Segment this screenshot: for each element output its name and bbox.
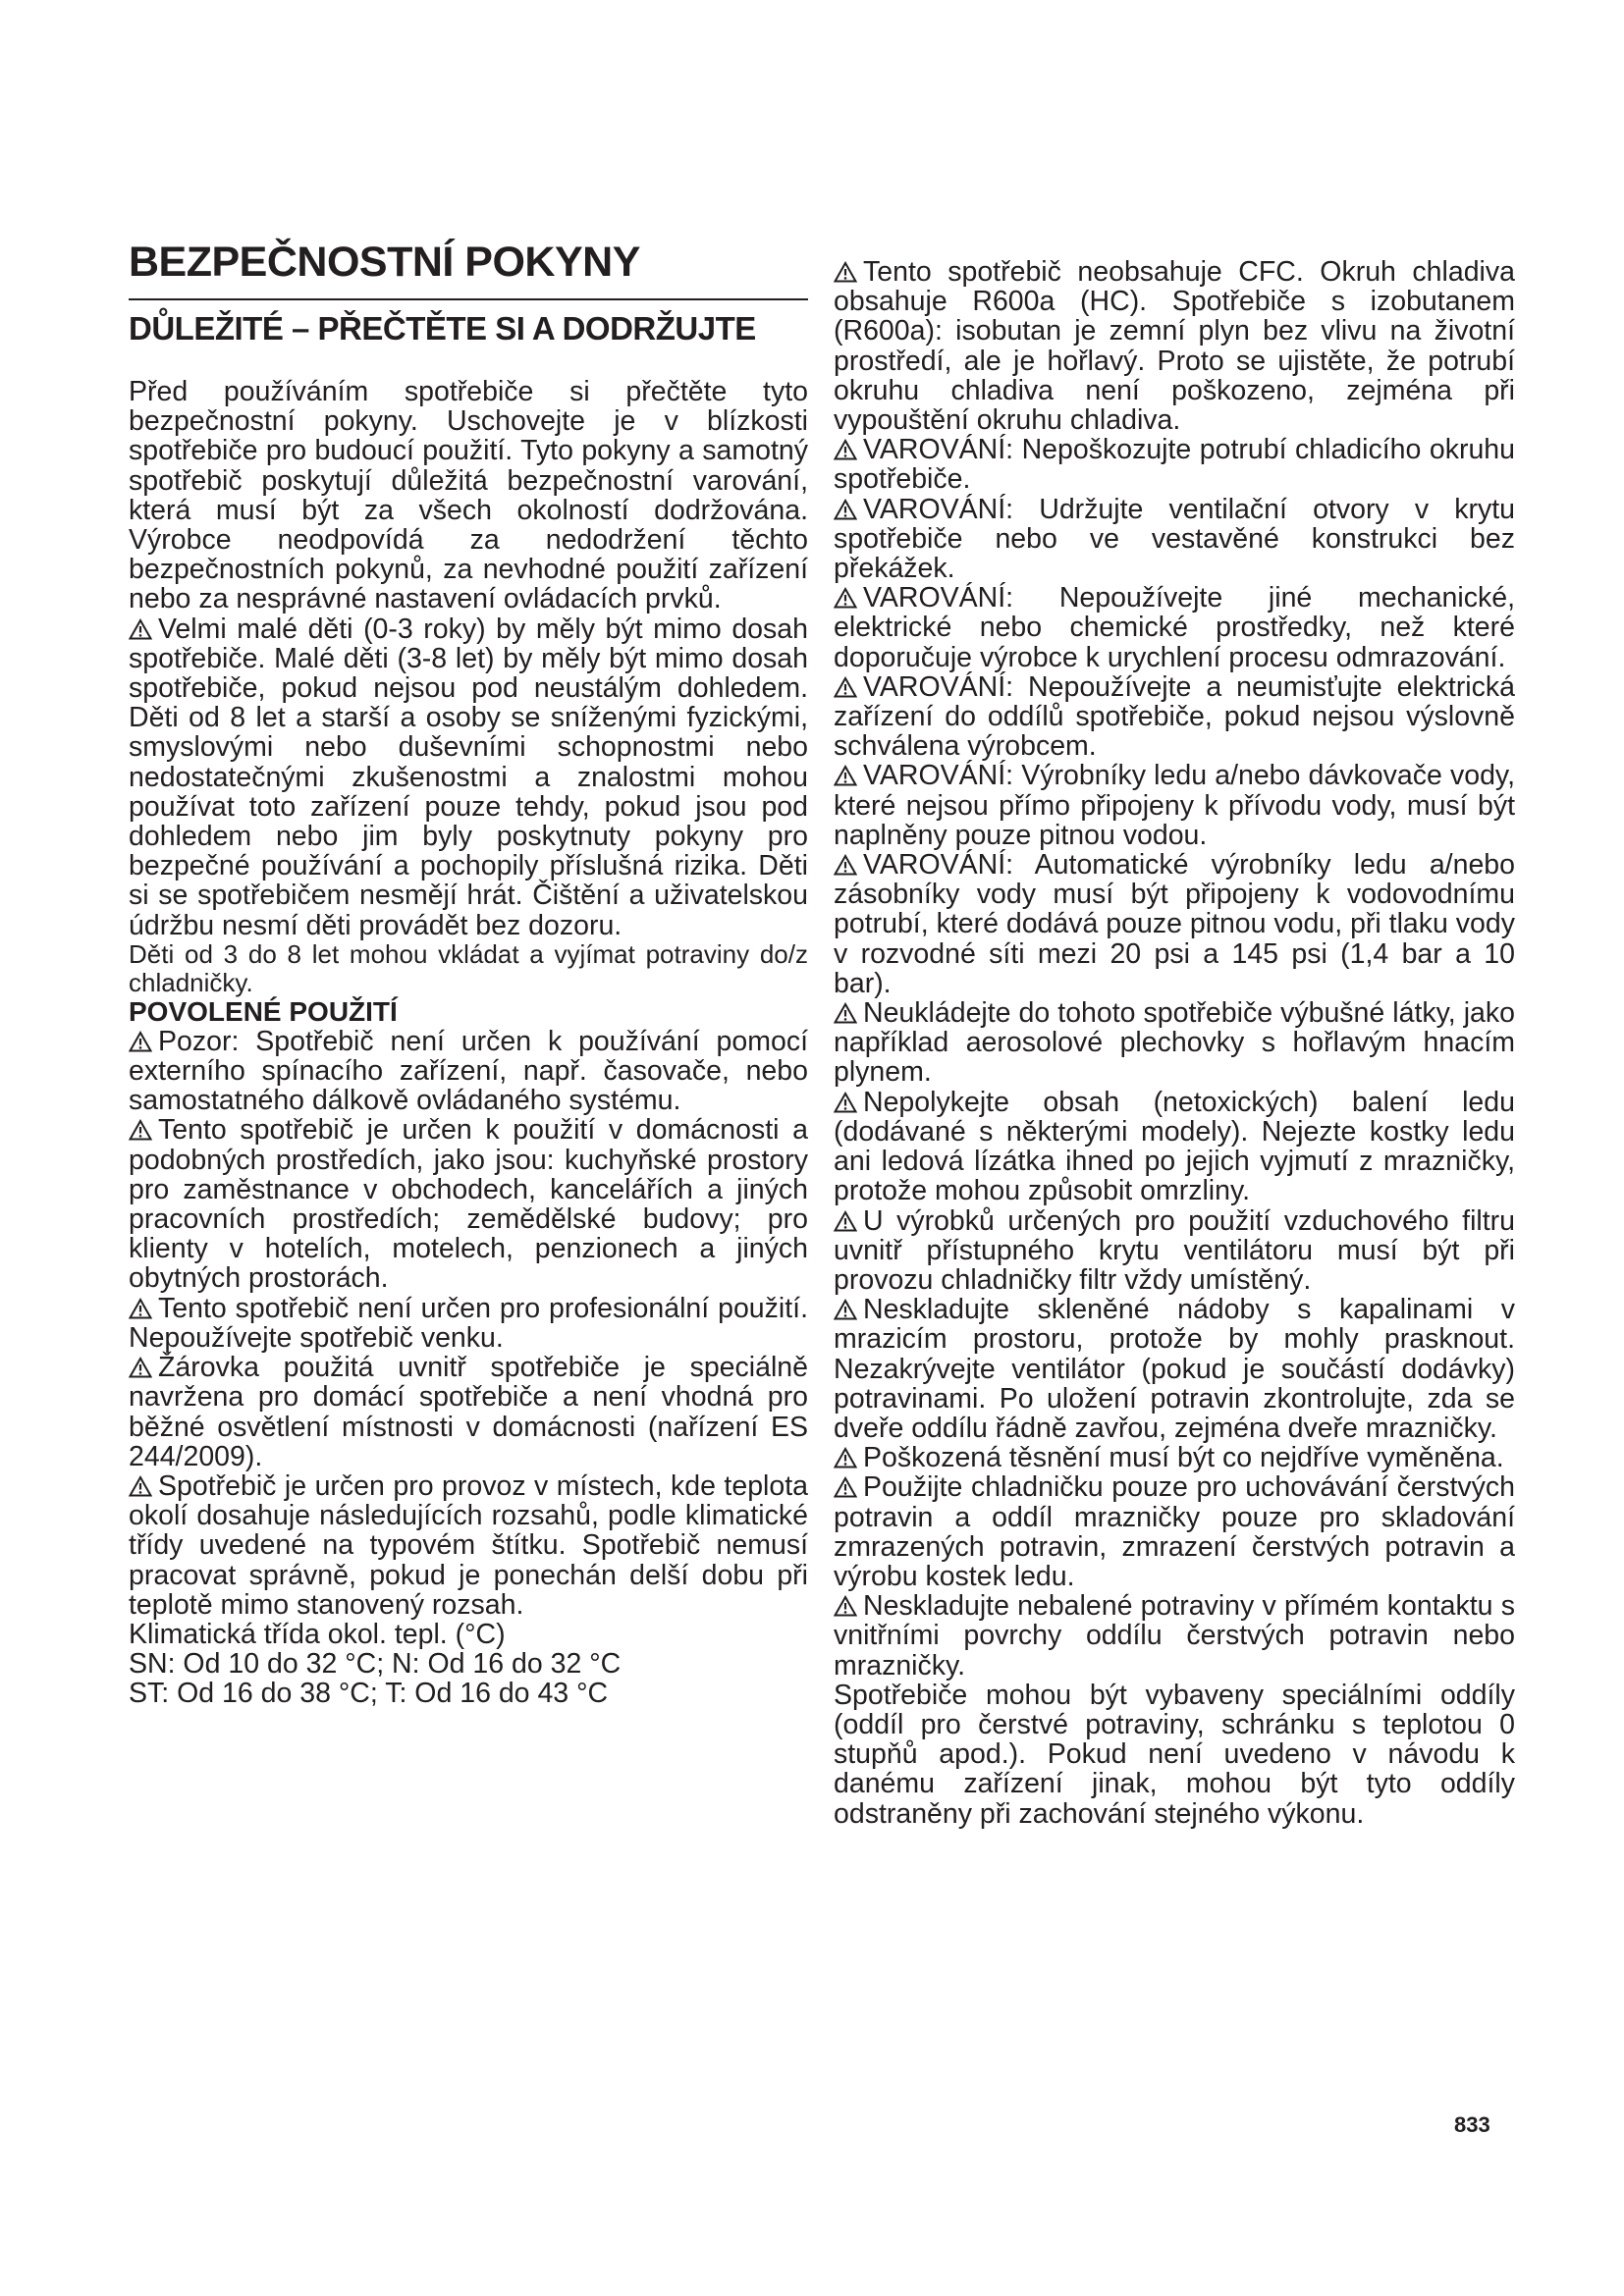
warning-icon <box>834 765 857 786</box>
warning-icon <box>129 1298 152 1319</box>
warning-icon <box>834 1299 857 1320</box>
glass-containers-paragraph <box>834 1295 1515 1443</box>
caution-paragraph <box>129 1027 808 1116</box>
warning-icon <box>834 439 857 460</box>
warning-icon <box>834 1210 857 1232</box>
page-number: 833 <box>1454 2112 1490 2137</box>
page-subtitle: DŮLEŽITÉ – PŘEČTĚTE SI A DODRŽUJTE <box>129 310 756 347</box>
climate-title: Klimatická třída okol. tepl. (°C) <box>129 1618 506 1650</box>
unpacked-food-text: Neskladujte nebalené potraviny v přímém kontaktu s vnitřními povrchy oddílu čerstvých potravin nebo mrazničky. <box>834 1590 1515 1682</box>
warning-icon <box>129 1475 152 1497</box>
title-divider <box>129 298 808 300</box>
warning-icon <box>834 587 857 609</box>
warning-icon <box>834 1476 857 1498</box>
warning-icon <box>834 854 857 876</box>
caution-text: Pozor: Spotřebič není určen k používání pomocí externího spínacího zařízení, např. časovače, nebo samostatného dálkově ovládaného systému. <box>129 1025 808 1117</box>
glass-containers-text: Neskladujte skleněné nádoby s kapalinami v mrazicím prostoru, protože by mohly prasknout. Nezakrývejte ventilátor (pokud je součástí dodávky) potravinami. Po uložení potravin zkontrolujte, zda se dveře oddílu řádně zavřou, zejména dveře mrazničky. <box>834 1294 1515 1444</box>
warning-icemaker <box>834 761 1515 850</box>
ice-pack-paragraph <box>834 1088 1515 1206</box>
left-column <box>129 377 808 1709</box>
climate-line-1: SN: Od 10 do 32 °C; N: Od 16 do 32 °C <box>129 1648 622 1681</box>
warning-water-supply <box>834 850 1515 998</box>
warning-icemaker-text: VAROVÁNÍ: Výrobníky ledu a/nebo dávkovače vody, které nejsou přímo připojeny k přívodu vody, musí být naplněny pouze pitnou vodou. <box>834 760 1515 851</box>
bulb-text: Žárovka použitá uvnitř spotřebiče je speciálně navržena pro domácí spotřebiče a není vhodná pro běžné osvětlení místnosti v domácnosti (nařízení ES 244/2009). <box>129 1352 808 1472</box>
warning-icon <box>129 1119 152 1141</box>
warning-water-supply-text: VAROVÁNÍ: Automatické výrobníky ledu a/nebo zásobníky vody musí být připojeny k vodovodnímu potrubí, které dodává pouze pitnou vodu, při tlaku vody v rozvodné síti mezi 20 psi a 145 psi (1,4 bar a 10 bar). <box>834 849 1515 999</box>
explosives-paragraph <box>834 998 1515 1088</box>
warning-icon <box>834 1447 857 1468</box>
household-text: Tento spotřebič je určen k použití v domácnosti a podobných prostředích, jako jsou: kuchyňské prostory pro zaměstnance v obchodech, kancelářích a jiných pracovních prostředích; zemědělské budovy; pro klienty v hotelích, motelech, penzionech a jiných obytných prostorách. <box>129 1114 808 1295</box>
air-filter-paragraph <box>834 1206 1515 1296</box>
usage-paragraph <box>834 1472 1515 1591</box>
cfc-paragraph <box>834 257 1515 435</box>
right-column <box>834 257 1515 1829</box>
warning-icon <box>834 261 857 283</box>
warning-defrost-text: VAROVÁNÍ: Nepoužívejte jiné mechanické, elektrické nebo chemické prostředky, než které doporučuje výrobce k urychlení procesu odmrazování. <box>834 582 1515 673</box>
unpacked-food-paragraph <box>834 1591 1515 1681</box>
cfc-text: Tento spotřebič neobsahuje CFC. Okruh chladiva obsahuje R600a (HC). Spotřebiče s izobutanem (R600a): isobutan je zemní plyn bez vlivu na životní prostředí, ale je hořlavý. Proto se ujistěte, že potrubí okruhu chladiva není poškozeno, zejména při vypouštění okruhu chladiva. <box>834 256 1515 437</box>
warning-icon <box>129 1031 152 1052</box>
professional-paragraph <box>129 1294 808 1353</box>
children-text: Velmi malé děti (0-3 roky) by měly být mimo dosah spotřebiče. Malé děti (3-8 let) by měly být mimo dosah spotřebiče, pokud nejsou pod neustálým dohledem. Děti od 8 let a starší a osoby se sníženými fyzickými, smyslovými nebo duševními schopnostmi nebo nedostatečnými zkušenostmi a znalostmi mohou používat toto zařízení pouze tehdy, pokud jsou pod dohledem nebo jim byly poskytnuty pokyny pro bezpečné používání a pochopily příslušná rizika. Děti si se spotřebičem nesmějí hrát. Čištění a uživatelskou údržbu nesmí děti provádět bez dozoru. <box>129 613 808 941</box>
climate-line-2: ST: Od 16 do 38 °C; T: Od 16 do 43 °C <box>129 1678 609 1710</box>
intro-paragraph: Před používáním spotřebiče si přečtěte tyto bezpečnostní pokyny. Uschovejte je v blízkosti spotřebiče pro budoucí použití. Tyto pokyny a samotný spotřebič poskytují důležitá bezpečnostní varování, která musí být za všech okolností dodržována. Výrobce neodpovídá za nedodržení těchto bezpečnostních pokynů, za nevhodné použití zařízení nebo za nesprávné nastavení ovládacích prvků. <box>129 376 808 615</box>
warning-piping <box>834 435 1515 494</box>
professional-text: Tento spotřebič není určen pro profesionální použití. Nepoužívejte spotřebič venku. <box>129 1292 808 1354</box>
section-heading-permitted-use: POVOLENÉ POUŽITÍ <box>129 995 398 1027</box>
warning-icon <box>834 499 857 520</box>
household-paragraph <box>129 1115 808 1293</box>
warning-icon <box>834 1595 857 1617</box>
warning-defrost <box>834 583 1515 672</box>
children2-paragraph: Děti od 3 do 8 let mohou vkládat a vyjímat potraviny do/z chladničky. <box>129 938 808 997</box>
warning-piping-text: VAROVÁNÍ: Nepoškozujte potrubí chladicího okruhu spotřebiče. <box>834 434 1515 496</box>
climate-text: Spotřebič je určen pro provoz v místech, kde teplota okolí dosahuje následujících rozsahů, podle klimatické třídy uvedené na typovém štítku. Spotřebič nemusí pracovat správně, pokud je ponechán delší dobu při teplotě mimo stanovený rozsah. <box>129 1469 808 1621</box>
warning-icon <box>834 1002 857 1024</box>
page-title: BEZPEČNOSTNÍ POKYNY <box>129 239 640 286</box>
bulb-paragraph <box>129 1353 808 1471</box>
warning-electrical-text: VAROVÁNÍ: Nepoužívejte a neumisťujte elektrická zařízení do oddílů spotřebiče, pokud nejsou výslovně schválena výrobcem. <box>834 670 1515 763</box>
usage-text: Použijte chladničku pouze pro uchovávání čerstvých potravin a oddíl mrazničky pouze pro skladování zmrazených potravin, zmrazení čerstvých potravin a výrobu kostek ledu. <box>834 1471 1515 1592</box>
warning-ventilation <box>834 495 1515 584</box>
warning-icon <box>129 1357 152 1378</box>
explosives-text: Neukládejte do tohoto spotřebiče výbušné látky, jako například aerosolové plechovky s hořlavým hnacím plynem. <box>834 997 1515 1089</box>
ice-pack-text: Nepolykejte obsah (netoxických) balení ledu (dodávané s některými modely). Nejezte kostky ledu ani ledová lízátka ihned po jejich vyjmutí z mrazničky, protože mohou způsobit omrzliny. <box>834 1086 1515 1207</box>
children-paragraph <box>129 614 808 940</box>
special-compartments-paragraph: Spotřebiče mohou být vybaveny speciálními oddíly (oddíl pro čerstvé potraviny, schránku s teplotou 0 stupňů apod.). Pokud není uvedeno v návodu k danému zařízení jinak, mohou být tyto oddíly odstraněny při zachování stejného výkonu. <box>834 1679 1515 1830</box>
warning-icon <box>834 676 857 698</box>
warning-electrical <box>834 672 1515 762</box>
seals-text: Poškozená těsnění musí být co nejdříve vyměněna. <box>863 1442 1504 1474</box>
seals-paragraph <box>834 1443 1515 1472</box>
warning-icon <box>129 618 152 640</box>
warning-ventilation-text: VAROVÁNÍ: Udržujte ventilační otvory v krytu spotřebiče nebo ve vestavěné konstrukci bez překážek. <box>834 493 1515 585</box>
air-filter-text: U výrobků určených pro použití vzduchového filtru uvnitř přístupného krytu ventilátoru musí být při provozu chladničky filtr vždy umístěný. <box>834 1204 1515 1296</box>
warning-icon <box>834 1092 857 1113</box>
climate-paragraph <box>129 1471 808 1620</box>
